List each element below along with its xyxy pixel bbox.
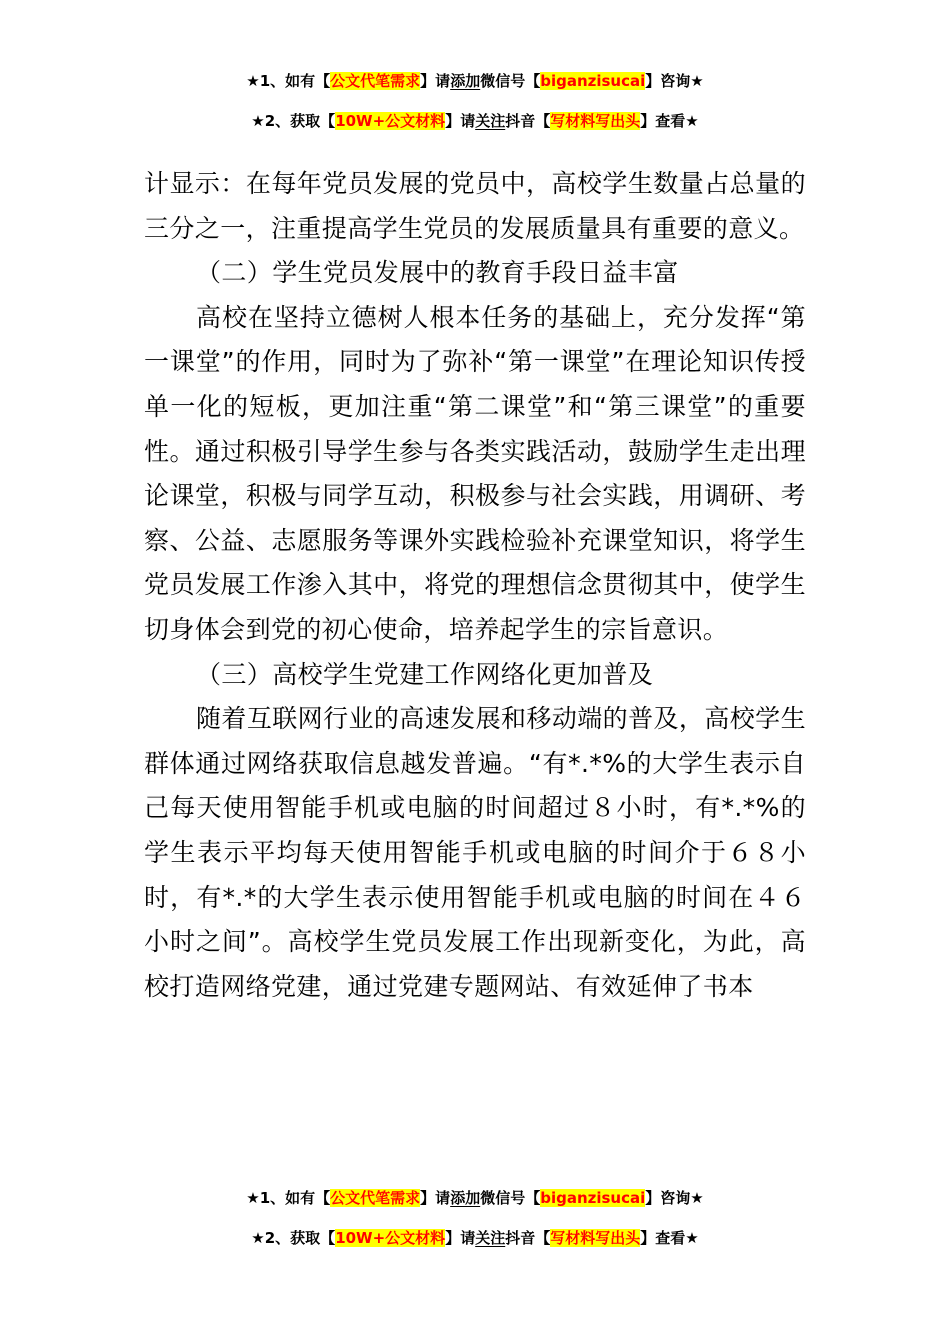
footer-line1-middle-a: 】请 bbox=[420, 1189, 451, 1207]
footer-line1-highlight-writing-service: 公文代笔需求 bbox=[330, 1189, 421, 1207]
footer-line1-prefix: ★1、如有【 bbox=[246, 1189, 331, 1207]
header-line2-highlight-douyin-account: 写材料写出头 bbox=[550, 112, 641, 130]
header-line2-suffix: 】查看★ bbox=[640, 112, 699, 130]
paragraph-continuation: 计显示：在每年党员发展的党员中，高校学生数量占总量的三分之一，注重提高学生党员的发展质量具有重要的意义。 bbox=[144, 169, 806, 243]
footer-line1-highlight-wechat-id: biganzisucai bbox=[540, 1189, 646, 1207]
header-line2-middle-b: 抖音【 bbox=[505, 112, 551, 130]
footer-line2-suffix: 】查看★ bbox=[640, 1229, 699, 1247]
footer-line1-middle-b: 微信号【 bbox=[480, 1189, 541, 1207]
header-line2-highlight-materials: 10W+公文材料 bbox=[335, 112, 446, 130]
header-line2-prefix: ★2、获取【 bbox=[251, 112, 336, 130]
header-line1-middle-b: 微信号【 bbox=[480, 72, 541, 90]
header-line1-highlight-wechat-id: biganzisucai bbox=[540, 72, 646, 90]
document-body bbox=[144, 162, 806, 1009]
footer-line1-suffix: 】咨询★ bbox=[645, 1189, 704, 1207]
footer-banner-line-1 bbox=[0, 1187, 950, 1209]
header-banner-line-2 bbox=[0, 110, 950, 132]
header-banner-line-1 bbox=[0, 70, 950, 92]
footer-line2-highlight-douyin-account: 写材料写出头 bbox=[550, 1229, 641, 1247]
paragraph-section-3: 随着互联网行业的高速发展和移动端的普及，高校学生群体通过网络获取信息越发普遍。“有*.*%的大学生表示自己每天使用智能手机或电脑的时间超过８小时，有*.*%的学生表示平均每天使用智能手机或电脑的时间介于６８小时，有*.*的大学生表示使用智能手机或电脑的时间在４６小时之间”。高校学生党员发展工作出现新变化，为此，高校打造网络党建，通过党建专题网站、有效延伸了书本 bbox=[144, 704, 806, 1001]
footer-line2-middle-b: 抖音【 bbox=[505, 1229, 551, 1247]
footer-line1-underlined: 添加 bbox=[450, 1189, 481, 1207]
header-line1-highlight-writing-service: 公文代笔需求 bbox=[330, 72, 421, 90]
footer-line2-underlined: 关注 bbox=[475, 1229, 506, 1247]
footer-line2-highlight-materials: 10W+公文材料 bbox=[335, 1229, 446, 1247]
footer-line2-middle-a: 】请 bbox=[445, 1229, 476, 1247]
footer-banner-line-2 bbox=[0, 1227, 950, 1249]
section-heading-3: （三）高校学生党建工作网络化更加普及 bbox=[196, 659, 654, 689]
paragraph-section-2: 高校在坚持立德树人根本任务的基础上，充分发挥“第一课堂”的作用，同时为了弥补“第一课堂”在理论知识传授单一化的短板，更加注重“第二课堂”和“第三课堂”的重要性。通过积极引导学生参与各类实践活动，鼓励学生走出理论课堂，积极与同学互动，积极参与社会实践，用调研、考察、公益、志愿服务等课外实践检验补充课堂知识，将学生党员发展工作渗入其中，将党的理想信念贯彻其中，使学生切身体会到党的初心使命，培养起学生的宗旨意识。 bbox=[144, 302, 806, 644]
footer-line2-prefix: ★2、获取【 bbox=[251, 1229, 336, 1247]
header-line1-suffix: 】咨询★ bbox=[645, 72, 704, 90]
header-line1-underlined: 添加 bbox=[450, 72, 481, 90]
header-line1-prefix: ★1、如有【 bbox=[246, 72, 331, 90]
header-line2-middle-a: 】请 bbox=[445, 112, 476, 130]
header-line1-middle-a: 】请 bbox=[420, 72, 451, 90]
header-line2-underlined: 关注 bbox=[475, 112, 506, 130]
section-heading-2: （二）学生党员发展中的教育手段日益丰富 bbox=[196, 258, 679, 288]
